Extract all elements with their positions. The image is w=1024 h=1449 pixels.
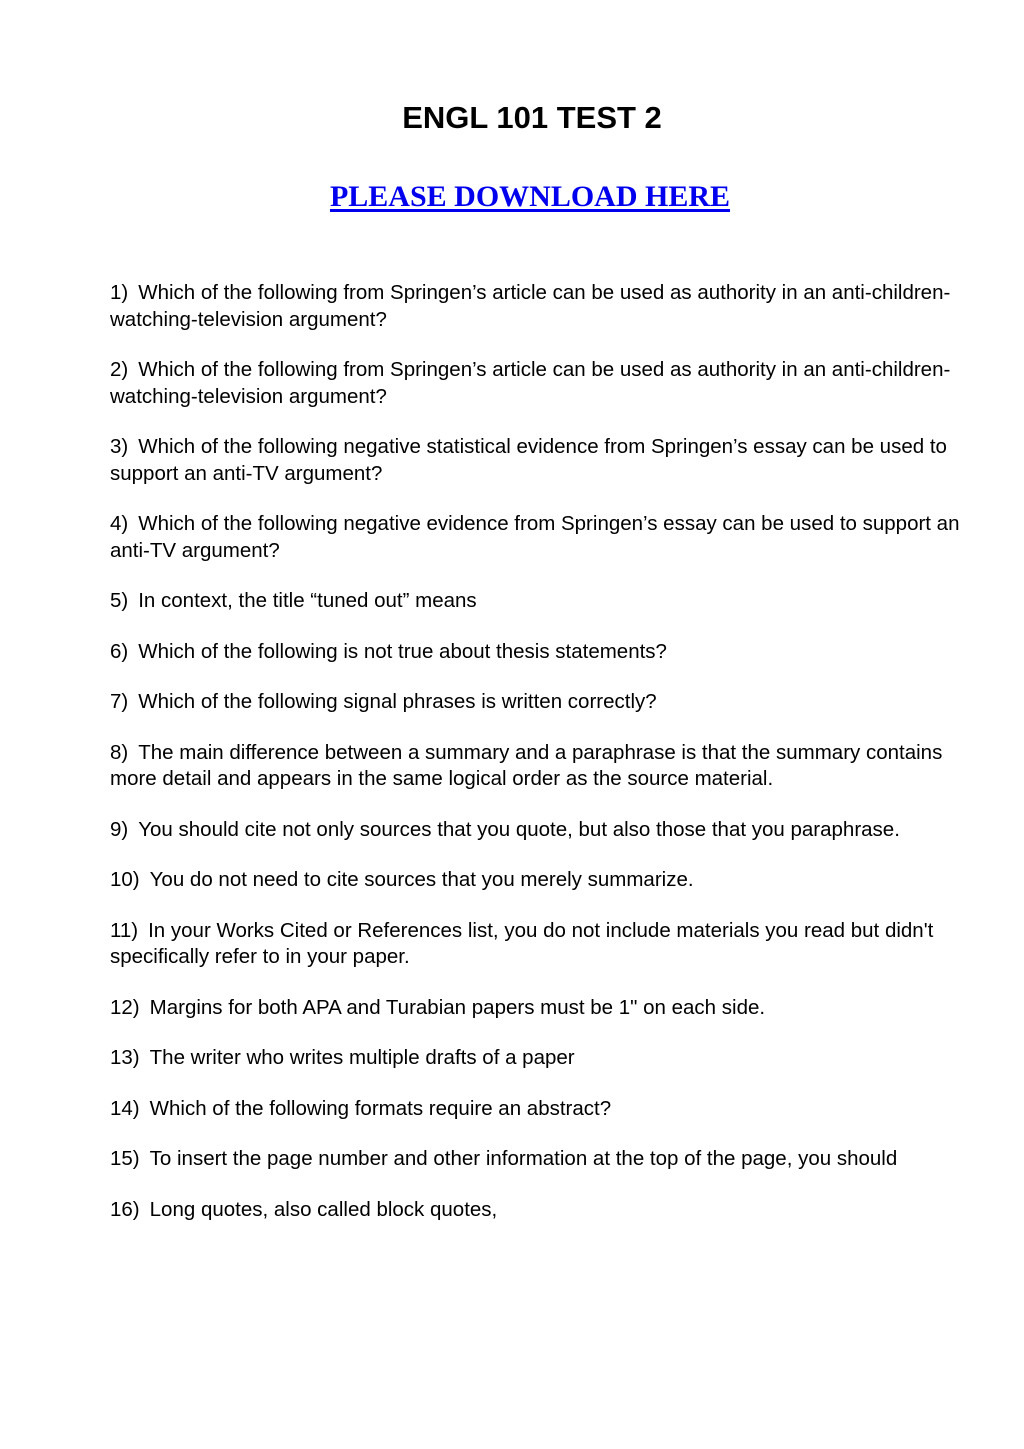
question-number: 3) [110, 435, 129, 458]
question-text: Which of the following signal phrases is written correctly? [138, 690, 657, 713]
question-text: Which of the following from Springen’s article can be used as authority in an anti-children-watching-television argument? [110, 358, 951, 408]
question-text: Which of the following formats require an abstract? [149, 1096, 612, 1120]
question-item [110, 434, 960, 487]
question-number: 7) [110, 690, 129, 713]
question-text: You do not need to cite sources that you merely summarize. [149, 868, 694, 891]
question-number: 15) [110, 1147, 140, 1170]
question-item [110, 918, 960, 971]
question-text: The main difference between a summary and a paraphrase is that the summary contains more detail and appears in the same logical order as the source material. [110, 740, 943, 790]
question-text: Long quotes, also called block quotes, [149, 1197, 498, 1221]
question-number: 6) [110, 639, 129, 663]
question-number: 11) [110, 918, 139, 942]
question-text: In context, the title “tuned out” means [138, 589, 477, 612]
question-item [110, 867, 960, 894]
question-number: 5) [110, 589, 129, 612]
question-number: 10) [110, 868, 140, 891]
question-text: The writer who writes multiple drafts of a paper [149, 1046, 575, 1069]
question-item [110, 511, 960, 564]
question-number: 13) [110, 1046, 140, 1069]
question-item [110, 817, 960, 844]
question-item [110, 357, 960, 410]
question-item [110, 1197, 960, 1224]
question-item [110, 1096, 960, 1123]
question-text: Which of the following is not true about thesis statements? [138, 639, 667, 663]
question-number: 1) [110, 281, 129, 304]
question-text: Which of the following negative evidence from Springen’s essay can be used to support an anti-TV argument? [110, 512, 960, 562]
question-item [110, 639, 960, 666]
question-number: 14) [110, 1096, 140, 1120]
question-text: Margins for both APA and Turabian papers must be 1" on each side. [149, 995, 766, 1019]
question-text: In your Works Cited or References list, you do not include materials you read but didn't specifically refer to in your paper. [110, 918, 934, 968]
question-number: 16) [110, 1197, 140, 1221]
question-text: Which of the following from Springen’s article can be used as authority in an anti-children-watching-television argument? [110, 281, 951, 331]
question-text: To insert the page number and other information at the top of the page, you should [149, 1147, 898, 1170]
question-number: 9) [110, 817, 129, 841]
question-number: 8) [110, 740, 129, 764]
download-link[interactable]: PLEASE DOWNLOAD HERE [329, 180, 731, 213]
question-number: 4) [110, 512, 129, 535]
question-text: Which of the following negative statistical evidence from Springen’s essay can be used to support an anti-TV argument? [110, 435, 947, 485]
page-title: ENGL 101 TEST 2 [402, 100, 662, 135]
question-list [110, 280, 960, 1247]
question-item [110, 588, 960, 615]
question-item [110, 280, 960, 333]
question-item [110, 1045, 960, 1072]
question-item [110, 740, 960, 793]
question-item [110, 995, 960, 1022]
question-item [110, 689, 960, 716]
question-item [110, 1146, 960, 1173]
question-text: You should cite not only sources that you quote, but also those that you paraphrase. [138, 817, 900, 841]
question-number: 12) [110, 995, 140, 1019]
question-number: 2) [110, 358, 129, 381]
